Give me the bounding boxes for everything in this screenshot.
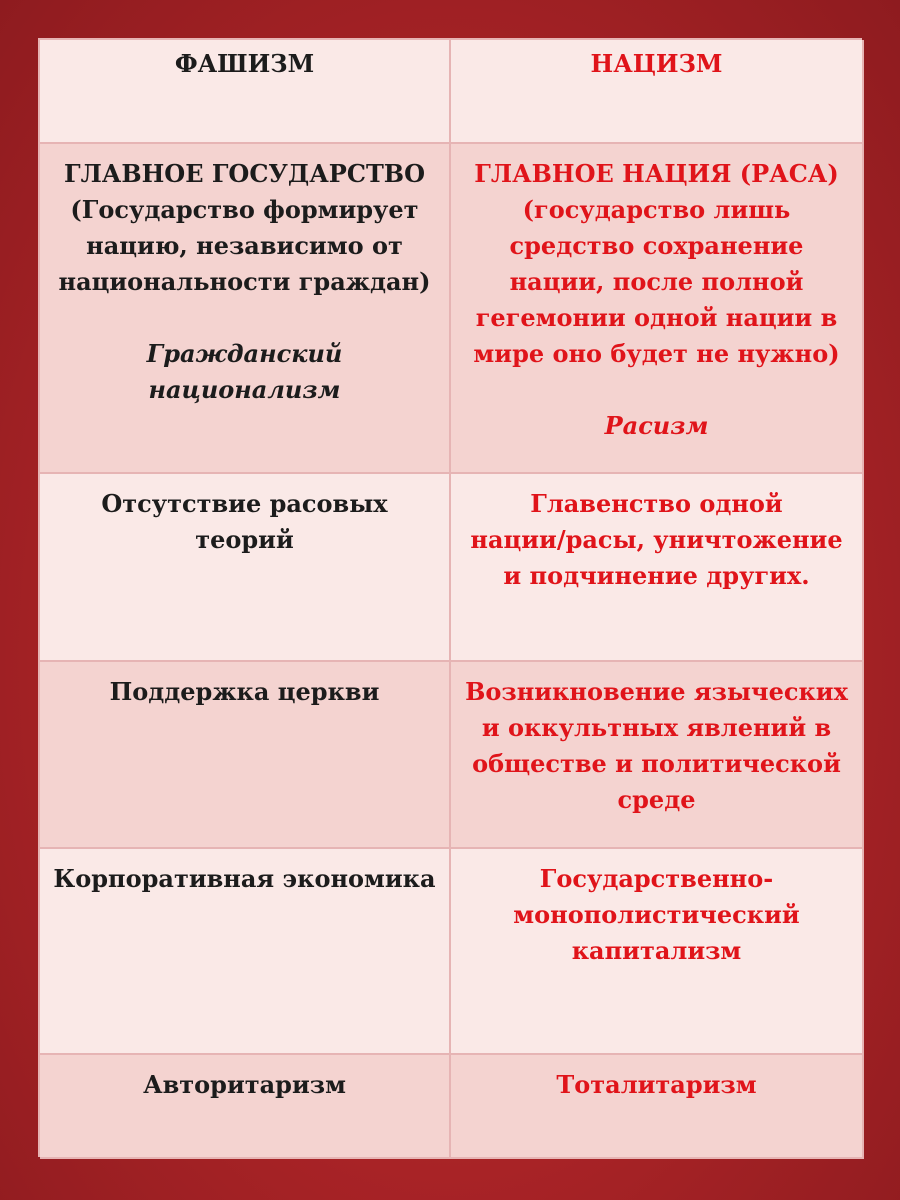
text-line: Корпоративная экономика	[53, 864, 436, 893]
text-line: Государственно-	[539, 864, 774, 893]
text-line: (Государство формирует	[70, 195, 419, 224]
cell-nazism-regime	[451, 1055, 864, 1159]
italic-term	[50, 336, 439, 408]
text-line: обществе и политической	[472, 749, 841, 778]
text-line: нацию, независимо от	[86, 231, 403, 260]
header-nazism-text: НАЦИЗМ	[590, 49, 723, 78]
text-line: мире оно будет не нужно)	[473, 339, 840, 368]
text-line: теорий	[195, 525, 294, 554]
cell-nazism-economy	[451, 849, 864, 1055]
text-line: ГЛАВНОЕ НАЦИЯ (РАСА)	[474, 159, 839, 188]
text-line: средство сохранение	[509, 231, 804, 260]
text-line: национальности граждан)	[58, 267, 431, 296]
text-line: Расизм	[604, 411, 709, 440]
text-line: Поддержка церкви	[109, 677, 380, 706]
text-line: Отсутствие расовых	[101, 489, 388, 518]
text-line: нации, после полной	[509, 267, 804, 296]
text-line: Возникновение языческих	[465, 677, 848, 706]
comparison-table	[38, 38, 862, 1157]
text-line: среде	[617, 785, 696, 814]
text-line: и оккультных явлений в	[481, 713, 832, 742]
italic-term	[461, 408, 852, 444]
text-line: Тоталитаризм	[556, 1070, 757, 1099]
text-line: Главенство одной	[530, 489, 783, 518]
text-line: монополистический	[513, 900, 800, 929]
text-line: Гражданский	[146, 339, 343, 368]
cell-nazism-occult	[451, 662, 864, 849]
cell-fascism-church	[40, 662, 451, 849]
text-line: нации/расы, уничтожение	[470, 525, 843, 554]
text-line: и подчинение других.	[503, 561, 810, 590]
cell-fascism-regime	[40, 1055, 451, 1159]
text-line: Авторитаризм	[143, 1070, 346, 1099]
text-line: национализм	[148, 375, 341, 404]
cell-fascism-race	[40, 474, 451, 662]
text-line: (государство лишь	[522, 195, 791, 224]
text-line: капитализм	[571, 936, 742, 965]
text-line: ГЛАВНОЕ ГОСУДАРСТВО	[64, 159, 425, 188]
header-fascism-text: ФАШИЗМ	[174, 49, 315, 78]
cell-fascism-economy	[40, 849, 451, 1055]
header-nazism	[451, 40, 864, 144]
text-line: гегемонии одной нации в	[475, 303, 838, 332]
cell-fascism-state	[40, 144, 451, 474]
cell-nazism-race	[451, 474, 864, 662]
header-fascism	[40, 40, 451, 144]
cell-nazism-nation	[451, 144, 864, 474]
